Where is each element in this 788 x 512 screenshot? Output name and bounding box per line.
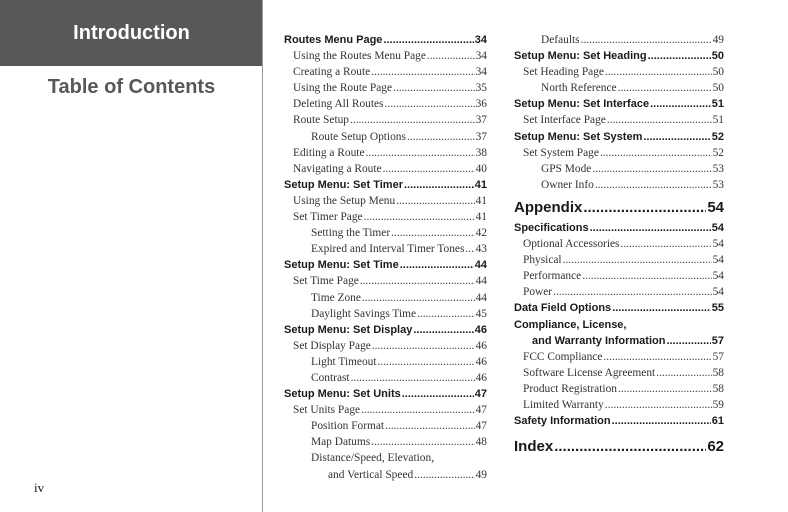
toc-entry[interactable]: [284, 322, 487, 338]
toc-entry[interactable]: [284, 48, 487, 64]
toc-entry-title: Setup Menu: Set Display: [284, 323, 413, 336]
toc-entry-title: Set Heading Page: [523, 66, 604, 79]
toc-entry[interactable]: [284, 112, 487, 128]
toc-leader-dots: [605, 397, 712, 413]
toc-entry[interactable]: [514, 64, 724, 80]
toc-leader-dots: [371, 64, 474, 80]
toc-leader-dots: [366, 145, 475, 161]
toc-entry-title: Setup Menu: Set Units: [284, 388, 401, 401]
toc-entry-page: 36: [475, 98, 487, 111]
toc-entry-page: 47: [475, 404, 487, 417]
toc-entry-page: 52: [712, 146, 724, 159]
toc-entry[interactable]: [284, 386, 487, 402]
toc-entry[interactable]: [284, 290, 487, 306]
toc-entry[interactable]: [514, 220, 724, 236]
toc-entry-page: 54: [712, 286, 724, 299]
toc-entry[interactable]: [514, 268, 724, 284]
toc-leader-dots: [371, 434, 474, 450]
column-divider: [262, 0, 263, 512]
toc-leader-dots: [364, 209, 475, 225]
section-tab: Introduction: [0, 0, 263, 66]
toc-entry[interactable]: [284, 306, 487, 322]
toc-leader-dots: [385, 96, 475, 112]
toc-entry-page: 34: [475, 66, 487, 79]
toc-entry[interactable]: [514, 80, 724, 96]
toc-leader-dots: [427, 48, 475, 64]
toc-entry-page: 54: [712, 238, 724, 251]
toc-entry-title: Routes Menu Page: [284, 34, 383, 46]
toc-leader-dots: [592, 161, 711, 177]
toc-entry[interactable]: [514, 413, 724, 429]
toc-leader-dots: [650, 96, 711, 112]
toc-entry-page: 50: [711, 50, 724, 63]
toc-entry-page: 53: [712, 162, 724, 175]
toc-entry-title: Setup Menu: Set Timer: [284, 178, 403, 191]
toc-entry-title: Index: [514, 438, 554, 456]
toc-entry-title: Using the Route Page: [293, 82, 393, 95]
toc-entry-page: 41: [475, 194, 487, 207]
toc-entry-page: 35: [475, 82, 487, 95]
toc-entry[interactable]: [514, 161, 724, 177]
toc-entry-page: 44: [475, 291, 487, 304]
toc-entry-title: Product Registration: [523, 382, 617, 395]
toc-entry[interactable]: [284, 64, 487, 80]
toc-entry-title: Defaults: [541, 34, 580, 46]
toc-entry[interactable]: [284, 370, 487, 386]
toc-entry[interactable]: [514, 365, 724, 381]
toc-entry[interactable]: [284, 402, 487, 418]
toc-entry-page: 50: [712, 66, 724, 79]
toc-entry[interactable]: [514, 381, 724, 397]
toc-leader-dots: [595, 177, 712, 193]
toc-entry-page: 54: [711, 221, 724, 234]
toc-entry-title: Set Timer Page: [293, 211, 363, 224]
toc-entry[interactable]: [284, 96, 487, 112]
toc-entry-title: Software License Agreement: [523, 366, 656, 379]
toc-leader-dots: [372, 338, 475, 354]
toc-entry[interactable]: [514, 196, 724, 220]
toc-entry-page: 43: [475, 243, 487, 256]
toc-entry[interactable]: [514, 435, 724, 459]
toc-entry-title: Time Zone: [311, 291, 361, 304]
toc-entry[interactable]: [514, 397, 724, 413]
toc-entry-title: Setup Menu: Set System: [514, 130, 643, 143]
toc-entry-page: 58: [712, 382, 724, 395]
toc-leader-dots: [582, 268, 711, 284]
toc-entry[interactable]: [284, 80, 487, 96]
toc-entry[interactable]: [514, 333, 724, 349]
toc-leader-dots: [383, 32, 473, 48]
toc-entry-page: 58: [712, 366, 724, 379]
toc-entry-title: Power: [523, 286, 553, 299]
toc-entry-page: 47: [475, 420, 487, 433]
toc-entry[interactable]: [284, 418, 487, 434]
toc-entry-page: 40: [475, 162, 487, 175]
toc-leader-dots: [607, 112, 712, 128]
toc-entry-title: and Warranty Information: [532, 334, 666, 347]
toc-entry-title: Set Time Page: [293, 275, 359, 288]
toc-leader-dots: [581, 32, 712, 48]
toc-entry-title: Route Setup Options: [311, 130, 406, 143]
toc-entry-page: 34: [474, 34, 487, 46]
toc-leader-dots: [360, 273, 475, 289]
toc-entry[interactable]: [514, 177, 724, 193]
toc-entry-title: Performance: [523, 270, 582, 283]
toc-leader-dots: [554, 435, 706, 459]
page-title: Table of Contents: [47, 76, 216, 98]
toc-entry[interactable]: [514, 349, 724, 365]
toc-entry-title: Creating a Route: [293, 66, 371, 79]
toc-entry[interactable]: [514, 284, 724, 300]
toc-entry-title: Using the Setup Menu: [293, 194, 396, 207]
toc-entry-page: 44: [475, 275, 487, 288]
toc-entry-title: Limited Warranty: [523, 398, 604, 411]
toc-entry-title: FCC Compliance: [523, 350, 603, 363]
toc-entry-page: 59: [712, 398, 724, 411]
toc-entry-page: 38: [475, 146, 487, 159]
toc-leader-dots: [400, 257, 474, 273]
toc-leader-dots: [618, 80, 712, 96]
toc-entry-page: 37: [475, 114, 487, 127]
toc-leader-dots: [414, 467, 474, 483]
toc-entry-title: Optional Accessories: [523, 238, 620, 251]
toc-entry-page: 54: [712, 270, 724, 283]
toc-entry-page: 46: [475, 371, 487, 384]
toc-leader-dots: [605, 64, 712, 80]
toc-entry-title: Owner Info: [541, 178, 594, 191]
toc-leader-dots: [553, 284, 712, 300]
toc-leader-dots: [402, 386, 474, 402]
toc-leader-dots: [350, 112, 475, 128]
toc-entry-page: 51: [711, 98, 724, 111]
toc-entry[interactable]: [284, 209, 487, 225]
toc-entry-page: 37: [475, 130, 487, 143]
toc-entry-page: 61: [711, 415, 724, 428]
toc-entry-title: Physical: [523, 254, 562, 267]
toc-entry-title: Set System Page: [523, 146, 599, 159]
toc-entry-title: North Reference: [541, 82, 617, 95]
toc-entry-title: Appendix: [514, 198, 583, 216]
toc-entry-page: 45: [475, 307, 487, 320]
toc-entry-title: Set Interface Page: [523, 114, 606, 127]
toc-leader-dots: [612, 413, 711, 429]
toc-entry[interactable]: [514, 236, 724, 252]
toc-entry[interactable]: [284, 467, 487, 483]
toc-entry[interactable]: [514, 32, 724, 48]
toc-entry-page: 54: [707, 198, 724, 216]
toc-entry[interactable]: [284, 354, 487, 370]
toc-leader-dots: [666, 333, 710, 349]
toc-entry-page: 46: [474, 323, 487, 336]
toc-leader-dots: [648, 48, 711, 64]
toc-leader-dots: [393, 80, 475, 96]
toc-leader-dots: [385, 418, 475, 434]
toc-leader-dots: [362, 290, 475, 306]
toc-leader-dots: [465, 241, 474, 257]
toc-leader-dots: [417, 306, 475, 322]
toc-leader-dots: [590, 220, 711, 236]
toc-entry[interactable]: [284, 225, 487, 241]
toc-entry-page: 62: [707, 438, 724, 456]
toc-entry-title: Setup Menu: Set Time: [284, 259, 399, 272]
toc-entry[interactable]: [284, 257, 487, 273]
toc-entry[interactable]: [284, 241, 487, 257]
toc-entry[interactable]: [514, 112, 724, 128]
toc-leader-dots: [407, 129, 475, 145]
toc-entry[interactable]: [284, 161, 487, 177]
toc-entry-title: Expired and Interval Timer Tones: [311, 243, 465, 256]
toc-entry-title: Data Field Options: [514, 302, 612, 315]
toc-leader-dots: [361, 402, 475, 418]
toc-entry[interactable]: [514, 48, 724, 64]
toc-entry-page: 47: [474, 388, 487, 401]
toc-entry[interactable]: [284, 450, 487, 466]
toc-leader-dots: [351, 370, 475, 386]
toc-entry-title: GPS Mode: [541, 162, 592, 175]
toc-leader-dots: [413, 322, 473, 338]
toc-column-right: [514, 32, 724, 459]
toc-entry[interactable]: [284, 273, 487, 289]
toc-entry[interactable]: [284, 145, 487, 161]
toc-entry-page: 54: [712, 254, 724, 267]
toc-entry[interactable]: [284, 338, 487, 354]
toc-leader-dots: [656, 365, 711, 381]
toc-entry-title: Route Setup: [293, 114, 350, 127]
toc-leader-dots: [383, 161, 475, 177]
toc-entry-page: 49: [712, 34, 724, 46]
toc-entry[interactable]: [514, 145, 724, 161]
toc-entry-page: 42: [475, 227, 487, 240]
toc-entry[interactable]: [514, 129, 724, 145]
toc-entry-page: 41: [475, 211, 487, 224]
toc-entry-title: Light Timeout: [311, 355, 377, 368]
toc-leader-dots: [612, 300, 711, 316]
toc-entry-title: Setting the Timer: [311, 227, 391, 240]
toc-leader-dots: [620, 236, 711, 252]
toc-entry[interactable]: [514, 96, 724, 112]
toc-entry-title: Compliance, License,: [514, 318, 627, 331]
toc-leader-dots: [378, 354, 475, 370]
toc-entry-page: 52: [711, 130, 724, 143]
toc-entry-title: Daylight Savings Time: [311, 307, 417, 320]
toc-entry[interactable]: [284, 177, 487, 193]
toc-entry-title: Map Datums: [311, 436, 371, 449]
toc-entry-title: Distance/Speed, Elevation,: [311, 452, 435, 465]
toc-entry-title: Position Format: [311, 420, 385, 433]
toc-entry-title: Using the Routes Menu Page: [293, 50, 426, 63]
toc-entry-title: Safety Information: [514, 415, 611, 428]
toc-entry[interactable]: [514, 317, 724, 333]
toc-entry-title: Setup Menu: Set Interface: [514, 98, 650, 111]
toc-leader-dots: [643, 129, 710, 145]
toc-leader-dots: [391, 225, 474, 241]
toc-entry-title: Navigating a Route: [293, 162, 382, 175]
toc-leader-dots: [583, 196, 706, 220]
toc-entry[interactable]: [284, 32, 487, 48]
toc-entry-title: Set Display Page: [293, 339, 371, 352]
toc-entry-page: 44: [474, 259, 487, 272]
toc-entry-title: Set Units Page: [293, 404, 361, 417]
page-number: iv: [34, 480, 45, 495]
toc-entry[interactable]: [284, 193, 487, 209]
toc-leader-dots: [618, 381, 712, 397]
toc-leader-dots: [563, 252, 712, 268]
toc-leader-dots: [603, 349, 711, 365]
toc-entry-page: 48: [475, 436, 487, 449]
toc-entry-page: 55: [711, 302, 724, 315]
toc-entry-page: 34: [475, 50, 487, 63]
toc-entry-page: 46: [475, 355, 487, 368]
toc-entry[interactable]: [284, 129, 487, 145]
toc-entry[interactable]: [514, 300, 724, 316]
toc-entry-title: Specifications: [514, 221, 589, 234]
toc-leader-dots: [600, 145, 712, 161]
toc-leader-dots: [404, 177, 474, 193]
toc-leader-dots: [396, 193, 474, 209]
toc-entry-page: 53: [712, 178, 724, 191]
toc-entry-title: Deleting All Routes: [293, 98, 384, 111]
toc-entry-page: 41: [474, 178, 487, 191]
toc-entry-page: 46: [475, 339, 487, 352]
toc-entry-page: 50: [712, 82, 724, 95]
toc-entry-title: Setup Menu: Set Heading: [514, 50, 647, 63]
toc-entry[interactable]: [514, 252, 724, 268]
toc-entry-page: 49: [475, 468, 487, 481]
toc-entry-title: Contrast: [311, 371, 350, 384]
toc-entry-page: 57: [711, 334, 724, 347]
toc-column-left: [284, 32, 487, 483]
toc-entry-page: 57: [712, 350, 724, 363]
toc-entry-title: Editing a Route: [293, 146, 365, 159]
toc-entry-page: 51: [712, 114, 724, 127]
toc-entry-title: and Vertical Speed: [328, 468, 414, 481]
toc-entry[interactable]: [284, 434, 487, 450]
